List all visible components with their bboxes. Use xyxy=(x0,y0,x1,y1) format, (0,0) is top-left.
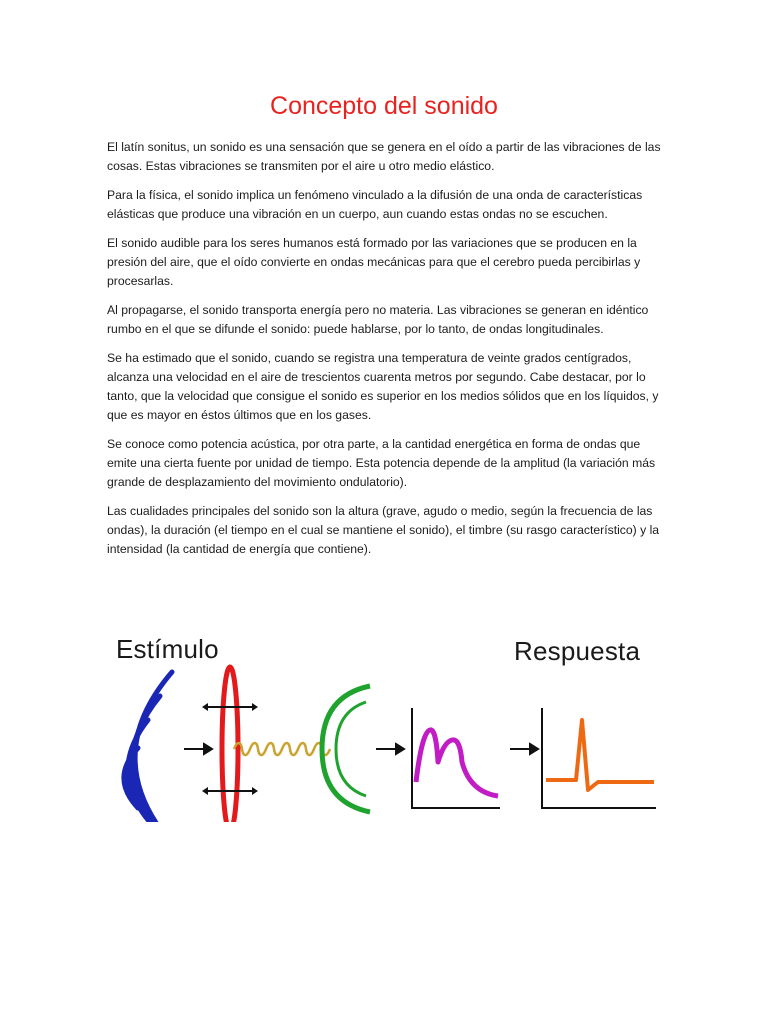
response-label: Respuesta xyxy=(514,636,641,666)
document-body xyxy=(107,138,663,569)
signal-graph-icon xyxy=(412,708,500,808)
eardrum-membrane-icon xyxy=(202,667,258,822)
arrow-icon xyxy=(376,744,404,754)
arrow-icon xyxy=(510,744,538,754)
stimulus-response-figure xyxy=(100,632,660,822)
paragraph-2: Para la física, el sonido implica un fenómeno vinculado a la difusión de una onda de características elásticas que produce una vibración en un cuerpo, aun cuando estas ondas no se escuchen. xyxy=(107,188,643,221)
arrow-icon xyxy=(184,744,212,754)
response-graph-icon xyxy=(542,708,656,808)
stimulus-label: Estímulo xyxy=(116,634,219,664)
sound-waves-icon xyxy=(124,672,172,822)
paragraph-4: Al propagarse, el sonido transporta energía pero no materia. Las vibraciones se generan en idéntico rumbo en el que se difunde el sonido: puede hablarse, por lo tanto, de ondas longitudinales. xyxy=(107,303,649,336)
paragraph-5: Se ha estimado que el sonido, cuando se registra una temperatura de veinte grados centígrados, alcanza una velocidad en el aire de trescientos cuarenta metros por segundo. Cabe destacar, por lo tanto, que la velocidad que consigue el sonido es superior en los medios sólidos que en los líquidos, y que es mayor en éstos últimos que en los gases. xyxy=(107,351,659,422)
paragraph-3: El sonido audible para los seres humanos está formado por las variaciones que se producen en la presión del aire, que el oído convierte en ondas mecánicas para que el cerebro pueda percibirlas y procesarlas. xyxy=(107,236,641,288)
paragraph-1: El latín sonitus, un sonido es una sensación que se genera en el oído a partir de las vibraciones de las cosas. Estas vibraciones se transmiten por el aire u otro medio elástico. xyxy=(107,140,661,173)
paragraph-7: Las cualidades principales del sonido son la altura (grave, agudo o medio, según la frecuencia de las ondas), la duración (el tiempo en el cual se mantiene el sonido), el timbre (su rasgo característico) y la intensidad (la cantidad de energía que contiene). xyxy=(107,504,660,556)
page-title: Concepto del sonido xyxy=(270,92,498,120)
spring-icon xyxy=(234,743,330,755)
paragraph-6: Se conoce como potencia acústica, por otra parte, a la cantidad energética en forma de ondas que emite una cierta fuente por unidad de tiempo. Esta potencia depende de la amplitud (la variación más grande de desplazamiento del movimiento ondulatorio). xyxy=(107,437,656,489)
